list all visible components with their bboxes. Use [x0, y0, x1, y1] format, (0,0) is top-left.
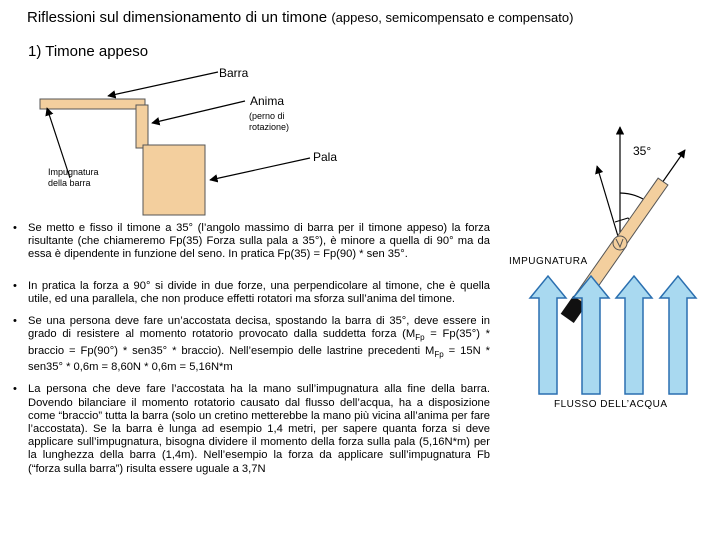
bullet-4: • La persona che deve fare l’accostata ha la mano sull’impugnatura alla fine della barra. Dovendo bilanciare il momento rotatorio causato dal flusso dell’acqua, ha a disposizione come “braccio” tutta la barra (solo un cretino metterebbe la mano più vicina all’anima per fare l’accostata). Se la barra è lunga ad esempio 1,4 metri, per sapere quanta forza si deve applicare sull’impugnatura, bisogna dividere il momento della forza sulla pala (5,16N*m) per la lunghezza della barra (1,4m). Nell’esempio la forza da applicare sull’impugnatura Fb (“forza sulla barra”) risulta essere uguale a 3,7N — [10, 383, 490, 475]
barra-pointer — [108, 72, 218, 96]
bullet-3-sub-2: Fp — [434, 349, 444, 359]
label-impugnatura — [48, 167, 99, 189]
label-perno-line1: (perno di — [249, 111, 285, 121]
bullet-3-part-c: = 15N * sen35° * 0,6m = 8,60N * 0,6m = 5,16N*m — [28, 344, 490, 374]
rudder-stock — [136, 105, 148, 148]
label-anima: Anima — [250, 94, 285, 108]
water-flow-arrows — [530, 276, 696, 394]
anima-pointer — [152, 101, 245, 123]
bullet-2: • In pratica la forza a 90° si divide in due forze, una perpendicolare al timone, che è quella utile, ed una parallela, che non produce effetti rotatori ma sforza sull’anima del timone. — [10, 280, 490, 306]
bullet-list — [10, 222, 490, 485]
bullet-3-part-a: Se una persona deve fare un’accostata decisa, spostando la barra di 35°, deve essere in grado di resistere al momento rotatorio provocato dalla suddetta forza (M — [28, 315, 490, 341]
tangential-arrow — [597, 166, 620, 243]
label-impugnatura-line2: della barra — [48, 178, 91, 188]
label-impugnatura-caps: IMPUGNATURA — [509, 256, 588, 267]
flow-arrow-2 — [573, 276, 609, 394]
bullet-3 — [10, 315, 490, 374]
bullet-3-sub-1: Fp — [415, 333, 425, 343]
tiller-bar — [40, 99, 145, 109]
label-perno — [249, 111, 289, 133]
label-barra: Barra — [219, 66, 249, 80]
bullet-1: • Se metto e fisso il timone a 35° (l’angolo massimo di barra per il timone appeso) la forza risultante (che chiameremo Fp(35) Forza sulla pala a 35°), è minore a quella di 90° ma da essa è dipendente in funzione del seno. In pratica Fp(35) = Fp(90) * sen 35°. — [10, 222, 490, 262]
flow-arrow-4 — [660, 276, 696, 394]
label-flusso: FLUSSO DELL’ACQUA — [554, 399, 668, 410]
section-heading: 1) Timone appeso — [28, 43, 149, 60]
pala-pointer — [210, 158, 310, 180]
title-main: Riflessioni sul dimensionamento di un timone — [27, 9, 328, 26]
bullet-3-part-b: = Fp(35°) * braccio = Fp(90°) * sen35° * braccio). Nell’esempio delle lastrine precedenti M — [28, 328, 490, 357]
label-pala: Pala — [313, 150, 338, 164]
label-impugnatura-line1: Impugnatura — [48, 167, 99, 177]
rudder-blade — [143, 145, 205, 215]
flow-arrow-1 — [530, 276, 566, 394]
label-angle: 35° — [633, 144, 652, 158]
label-perno-line2: rotazione) — [249, 122, 290, 132]
title-subtitle: (appeso, semicompensato e compensato) — [331, 10, 574, 25]
flow-arrow-3 — [616, 276, 652, 394]
